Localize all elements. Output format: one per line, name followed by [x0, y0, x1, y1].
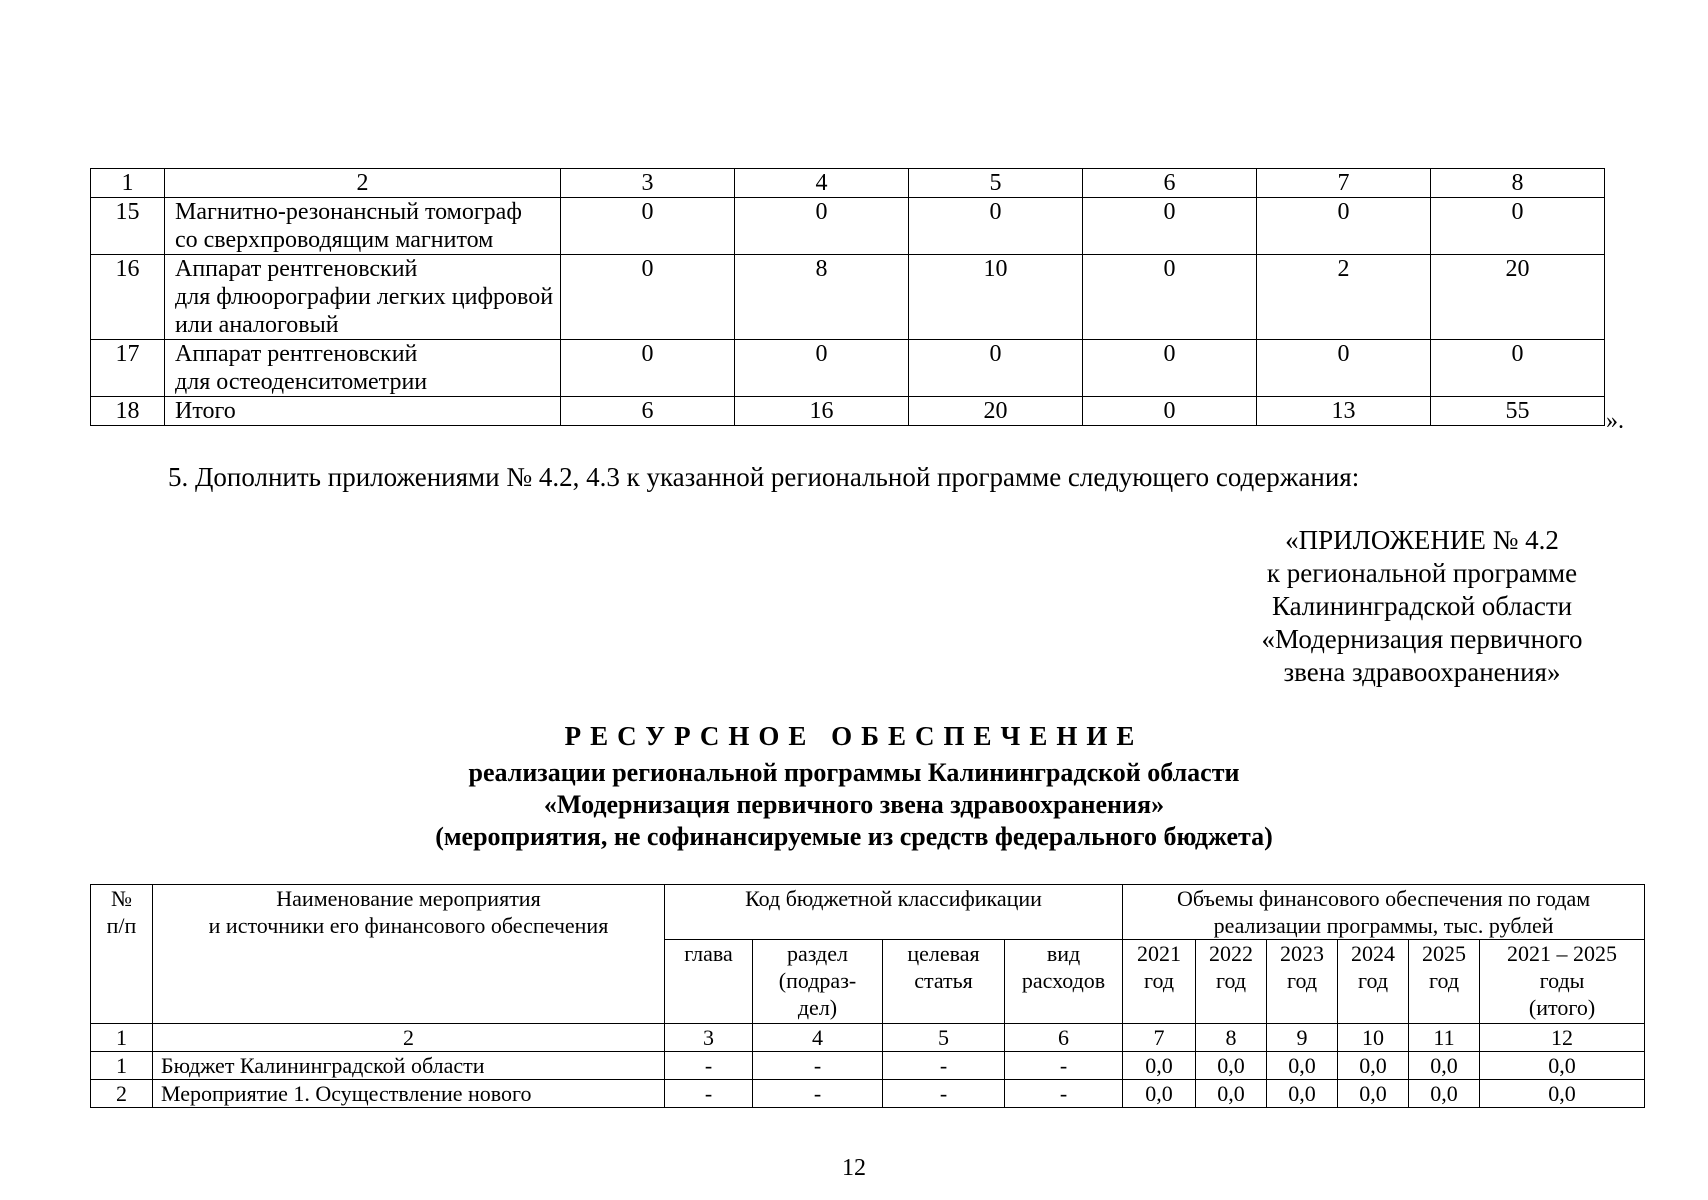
page-number: 12 — [842, 1155, 866, 1181]
amount-cell: 0,0 — [1480, 1080, 1645, 1108]
quantity-cell: 0 — [561, 340, 735, 397]
equipment-name-cell — [165, 397, 561, 426]
column-number-cell: 3 — [665, 1024, 753, 1052]
quantity-cell: 0 — [1083, 198, 1257, 255]
kbk-code-cell: - — [665, 1052, 753, 1080]
quantity-cell: 0 — [1431, 198, 1605, 255]
document-subtitle-1: реализации региональной программы Калининградской области — [468, 758, 1240, 787]
column-number-cell: 3 — [561, 169, 735, 198]
equipment-name-line: или аналоговый — [175, 312, 339, 338]
kbk-code-cell: - — [753, 1052, 883, 1080]
document-title: РЕСУРСНОЕ ОБЕСПЕЧЕНИЕ — [564, 721, 1144, 751]
column-number-cell: 11 — [1409, 1024, 1480, 1052]
amount-cell: 0,0 — [1409, 1052, 1480, 1080]
row-number-cell: 17 — [91, 340, 165, 397]
resource-name-cell: Бюджет Калининградской области — [153, 1052, 665, 1080]
row-number-cell: 16 — [91, 255, 165, 340]
resource-row — [91, 1052, 1645, 1080]
quantity-cell: 0 — [735, 198, 909, 255]
row-number-cell: 2 — [91, 1080, 153, 1108]
quantity-cell: 0 — [909, 198, 1083, 255]
year-column-header: 2023 год — [1267, 940, 1338, 1024]
row-number-cell: 18 — [91, 397, 165, 426]
appendix-line: звена здравоохранения» — [1283, 657, 1561, 687]
column-number-cell: 7 — [1257, 169, 1431, 198]
year-column-header: 2021 – 2025 годы (итого) — [1480, 940, 1645, 1024]
equipment-name-line: Итого — [175, 398, 236, 424]
quantity-cell: 20 — [909, 397, 1083, 426]
equipment-table — [90, 168, 1605, 426]
kbk-column-header: глава — [665, 940, 753, 1024]
equipment-table-body — [91, 169, 1605, 426]
year-column-header: 2025 год — [1409, 940, 1480, 1024]
kbk-code-cell: - — [883, 1080, 1005, 1108]
equipment-name-line: Магнитно-резонансный томограф — [175, 199, 522, 225]
amount-cell: 0,0 — [1338, 1052, 1409, 1080]
equipment-row — [91, 397, 1605, 426]
amount-cell: 0,0 — [1196, 1052, 1267, 1080]
quantity-cell: 0 — [1083, 340, 1257, 397]
resource-name-cell: Мероприятие 1. Осуществление нового — [153, 1080, 665, 1108]
column-number-cell: 4 — [735, 169, 909, 198]
column-number-cell: 1 — [91, 169, 165, 198]
resource-table — [90, 884, 1645, 1108]
quantity-cell: 10 — [909, 255, 1083, 340]
kbk-code-cell: - — [665, 1080, 753, 1108]
kbk-group-header: Код бюджетной классификации — [665, 885, 1123, 940]
equipment-name-cell — [165, 255, 561, 340]
column-number-cell: 9 — [1267, 1024, 1338, 1052]
quantity-cell: 0 — [561, 255, 735, 340]
kbk-code-cell: - — [883, 1052, 1005, 1080]
resource-colnum-row — [91, 1024, 1645, 1052]
quantity-cell: 0 — [1257, 198, 1431, 255]
kbk-code-cell: - — [753, 1080, 883, 1108]
amount-cell: 0,0 — [1123, 1052, 1196, 1080]
quantity-cell: 13 — [1257, 397, 1431, 426]
resource-row — [91, 1080, 1645, 1108]
kbk-column-header: раздел (подраз- дел) — [753, 940, 883, 1024]
closing-quote: ». — [1606, 408, 1624, 434]
equipment-name-cell — [165, 340, 561, 397]
column-number-cell: 6 — [1083, 169, 1257, 198]
appendix-line: «ПРИЛОЖЕНИЕ № 4.2 — [1285, 525, 1559, 555]
document-subtitle-2: «Модернизация первичного звена здравоохранения» — [543, 790, 1165, 819]
column-number-cell: 7 — [1123, 1024, 1196, 1052]
equipment-name-line: со сверхпроводящим магнитом — [175, 227, 494, 253]
column-number-cell: 2 — [165, 169, 561, 198]
appendix-line: Калининградской области — [1271, 591, 1573, 621]
column-number-cell: 12 — [1480, 1024, 1645, 1052]
appendix-line: к региональной программе — [1266, 558, 1578, 588]
quantity-cell: 0 — [561, 198, 735, 255]
equipment-name-line: для флюорографии легких цифровой — [175, 284, 554, 310]
quantity-cell: 0 — [1083, 397, 1257, 426]
row-number-cell: 15 — [91, 198, 165, 255]
row-number-cell: 1 — [91, 1052, 153, 1080]
equipment-row — [91, 255, 1605, 340]
kbk-code-cell: - — [1005, 1052, 1123, 1080]
amount-cell: 0,0 — [1196, 1080, 1267, 1108]
quantity-cell: 8 — [735, 255, 909, 340]
column-number-cell: 8 — [1431, 169, 1605, 198]
quantity-cell: 2 — [1257, 255, 1431, 340]
year-column-header: 2024 год — [1338, 940, 1409, 1024]
column-number-cell: 4 — [753, 1024, 883, 1052]
equipment-name-line: для остеоденситометрии — [175, 369, 428, 395]
amendment-paragraph: 5. Дополнить приложениями № 4.2, 4.3 к указанной региональной программе следующего содержания: — [168, 462, 1360, 492]
year-column-header: 2021 год — [1123, 940, 1196, 1024]
quantity-cell: 20 — [1431, 255, 1605, 340]
column-number-cell: 8 — [1196, 1024, 1267, 1052]
amount-cell: 0,0 — [1267, 1052, 1338, 1080]
equipment-name-line: Аппарат рентгеновский — [175, 256, 418, 282]
appendix-header — [1212, 524, 1632, 689]
quantity-cell: 16 — [735, 397, 909, 426]
quantity-cell: 0 — [1083, 255, 1257, 340]
kbk-column-header: целевая статья — [883, 940, 1005, 1024]
col-number-header: № п/п — [91, 885, 153, 1024]
equipment-header-row — [91, 169, 1605, 198]
appendix-line: «Модернизация первичного — [1261, 624, 1583, 654]
amount-cell: 0,0 — [1409, 1080, 1480, 1108]
amount-cell: 0,0 — [1267, 1080, 1338, 1108]
document-subtitle-3: (мероприятия, не софинансируемые из средств федерального бюджета) — [435, 822, 1273, 851]
equipment-name-line: Аппарат рентгеновский — [175, 341, 418, 367]
column-number-cell: 10 — [1338, 1024, 1409, 1052]
kbk-column-header: вид расходов — [1005, 940, 1123, 1024]
column-number-cell: 5 — [909, 169, 1083, 198]
quantity-cell: 0 — [735, 340, 909, 397]
equipment-name-cell — [165, 198, 561, 255]
column-number-cell: 1 — [91, 1024, 153, 1052]
resource-header-row-1 — [91, 885, 1645, 940]
volumes-group-header: Объемы финансового обеспечения по годам реализации программы, тыс. рублей — [1123, 885, 1645, 940]
amount-cell: 0,0 — [1480, 1052, 1645, 1080]
amount-cell: 0,0 — [1123, 1080, 1196, 1108]
column-number-cell: 5 — [883, 1024, 1005, 1052]
col-name-header: Наименование мероприятия и источники его финансового обеспечения — [153, 885, 665, 1024]
quantity-cell: 0 — [909, 340, 1083, 397]
quantity-cell: 6 — [561, 397, 735, 426]
equipment-row — [91, 198, 1605, 255]
year-column-header: 2022 год — [1196, 940, 1267, 1024]
amount-cell: 0,0 — [1338, 1080, 1409, 1108]
column-number-cell: 2 — [153, 1024, 665, 1052]
quantity-cell: 0 — [1257, 340, 1431, 397]
equipment-row — [91, 340, 1605, 397]
quantity-cell: 55 — [1431, 397, 1605, 426]
column-number-cell: 6 — [1005, 1024, 1123, 1052]
quantity-cell: 0 — [1431, 340, 1605, 397]
kbk-code-cell: - — [1005, 1080, 1123, 1108]
